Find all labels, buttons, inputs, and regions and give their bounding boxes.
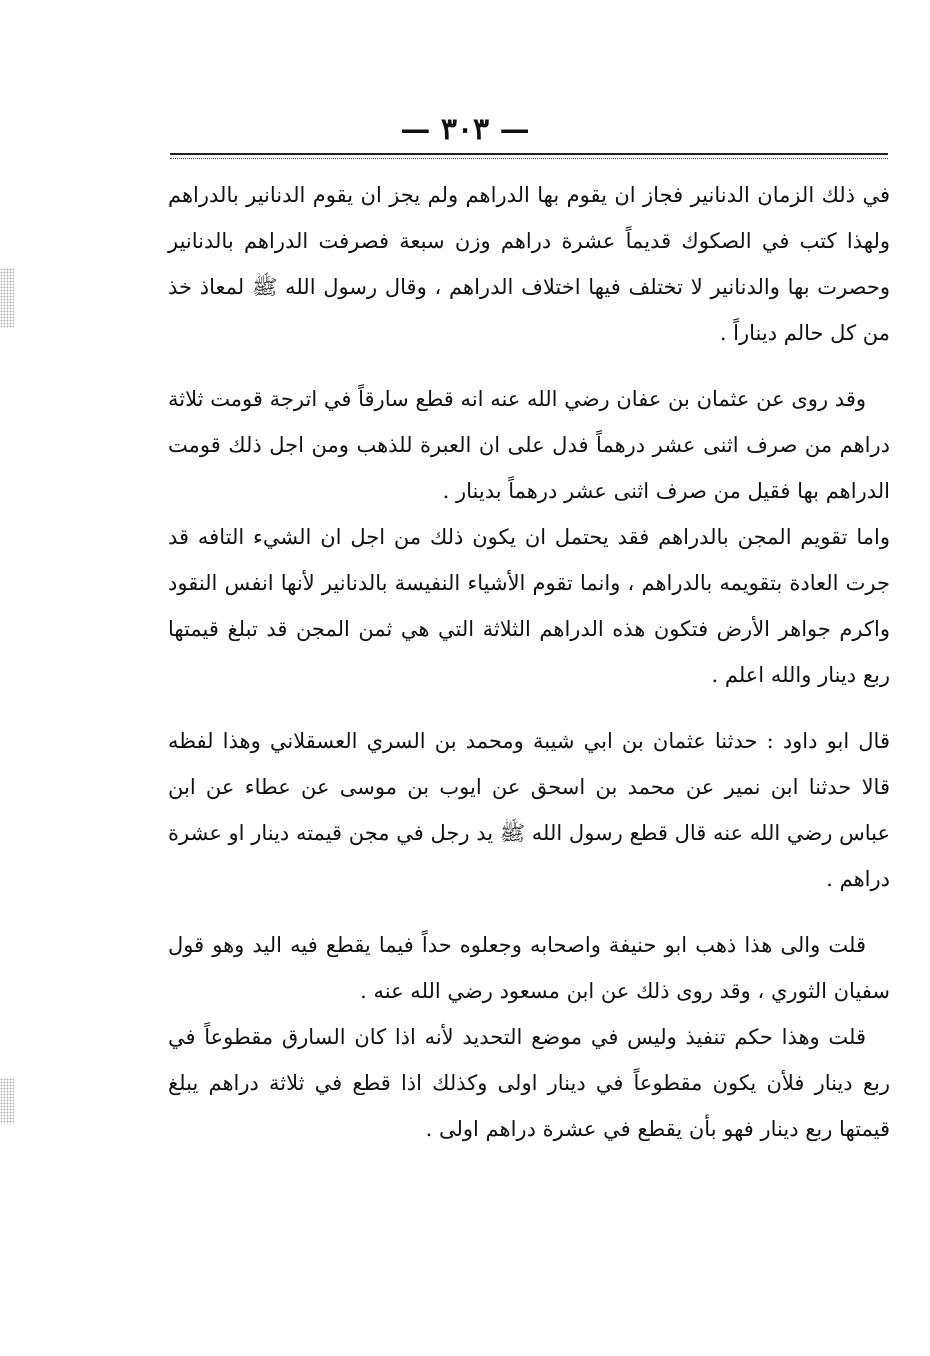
paragraph-shield-valuation: واما تقويم المجن بالدراهم فقد يحتمل ان يكون ذلك من اجل ان الشيء التافه قد جرت العادة بتقويمه بالدراهم ، وانما تقوم الأشياء النفيسة بالدنانير لأنها انفس النقود واكرم جواهر الأرض فتكون هذه الدراهم الثلاثة التي هي ثمن المجن قد تبلغ قيمتها ربع دينار والله اعلم .	[168, 525, 890, 687]
paragraph-ruling-comment: قلت وهذا حكم تنفيذ وليس في موضع التحديد لأنه اذا كان السارق مقطوعاً في ربع دينار فلأن يكون مقطوعاً في دينار اولى وكذلك اذا قطع في ثلاثة دراهم يبلغ قيمتها ربع دينار فهو بأن يقطع في عشرة دراهم اولى .	[168, 1025, 890, 1141]
paragraph-uthman-citron: وقد روى عن عثمان بن عفان رضي الله عنه انه قطع سارقاً في اترجة قومت ثلاثة دراهم من صرف اثنى عشر درهماً فدل على ان العبرة للذهب ومن اجل ذلك قومت الدراهم بها فقيل من صرف اثنى عشر درهماً بدينار .	[168, 387, 890, 503]
paragraph-dinars-dirhams: في ذلك الزمان الدنانير فجاز ان يقوم بها الدراهم ولم يجز ان يقوم الدنانير بالدراهم ولهذا كتب في الصكوك قديماً عشرة دراهم وزن سبعة فصرفت الدراهم بالدنانير وحصرت بها والدنانير لا تختلف فيها اختلاف الدراهم ، وقال رسول الله ﷺ لمعاذ خذ من كل حالم ديناراً .	[168, 183, 890, 345]
paragraph-abu-dawud-hadith: قال ابو داود : حدثنا عثمان بن ابي شيبة ومحمد بن السري العسقلاني وهذا لفظه قالا حدثنا ابن نمير عن محمد بن اسحق عن ايوب بن موسى عن عطاء عن ابن عباس رضي الله عنه قال قطع رسول الله ﷺ يد رجل في مجن قيمته دينار او عشرة دراهم .	[168, 729, 890, 891]
scan-edge-speckle-bottom	[0, 1078, 14, 1124]
page-body-text	[168, 172, 890, 1152]
paragraph-abu-hanifa-opinion: قلت والى هذا ذهب ابو حنيفة واصحابه وجعلوه حداً فيما يقطع فيه اليد وهو قول سفيان الثوري ، وقد روى ذلك عن ابن مسعود رضي الله عنه .	[168, 933, 890, 1003]
header-rule	[170, 153, 888, 159]
scan-edge-speckle-top	[0, 268, 14, 328]
page-number: — ٣٠٣ —	[400, 112, 530, 147]
